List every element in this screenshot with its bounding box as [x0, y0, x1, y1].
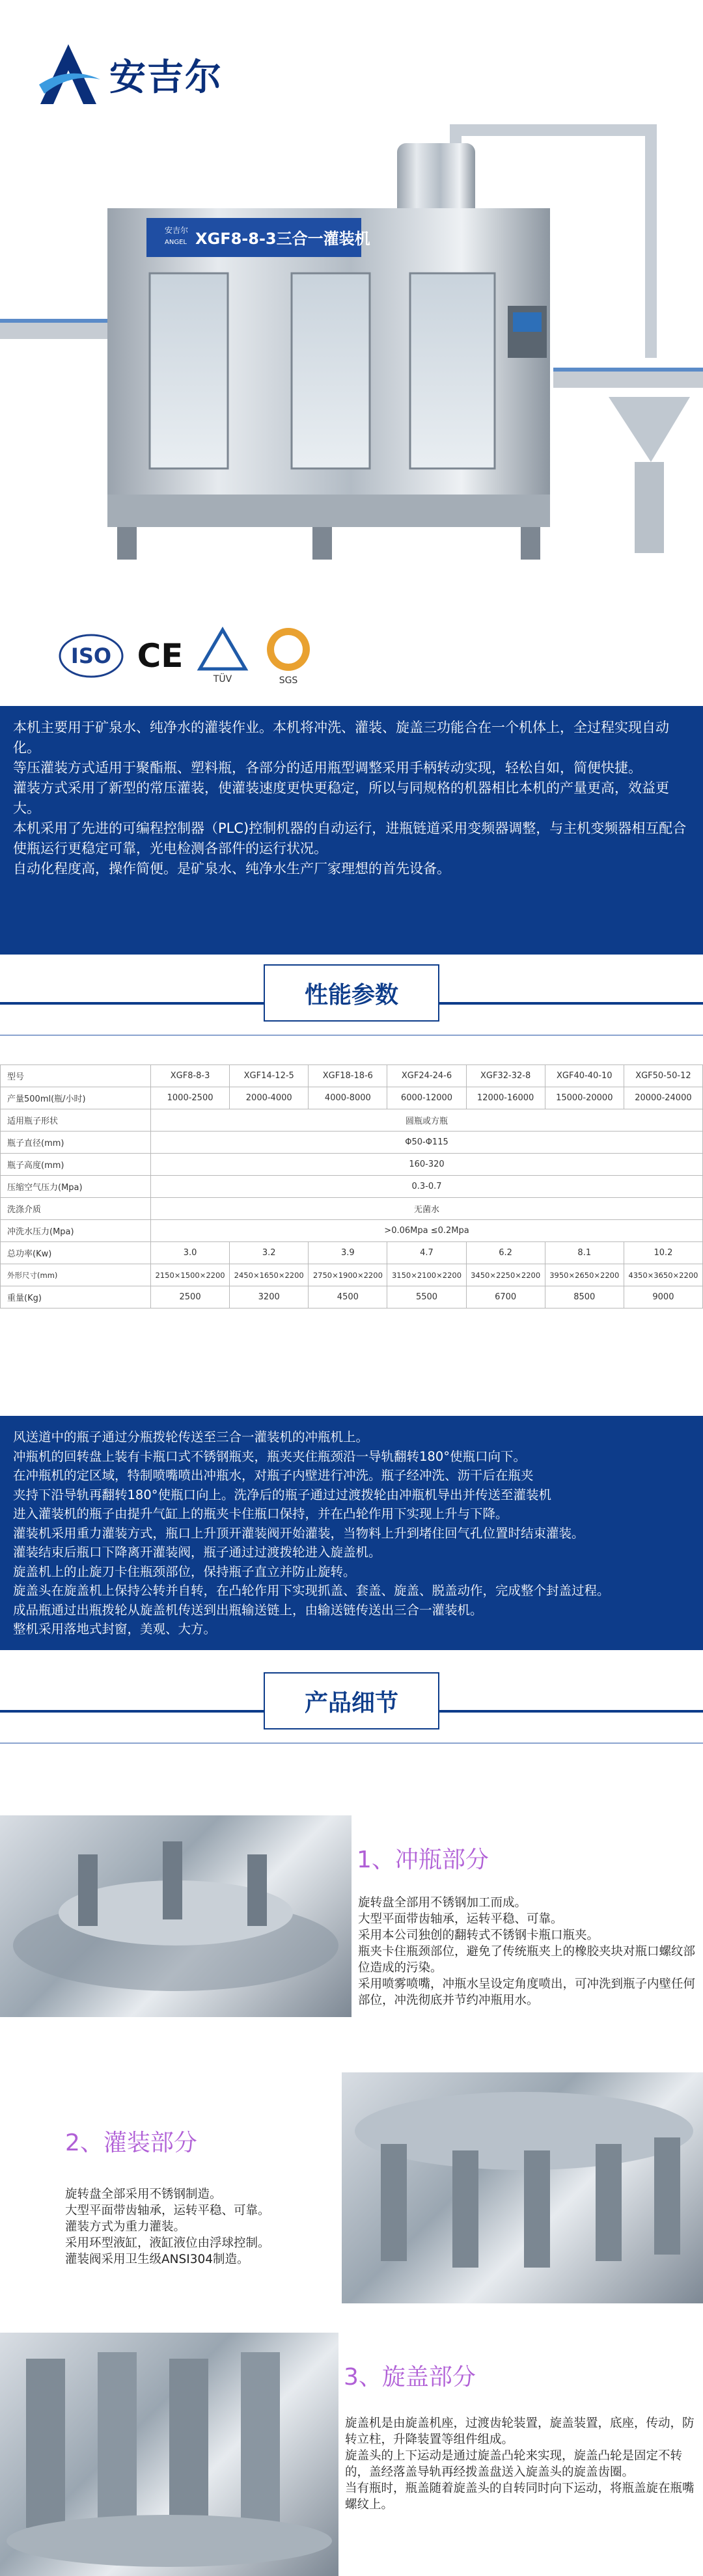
table-row: 型号 XGF8-8-3 XGF14-12-5 XGF18-18-6 XGF24-24-6 XGF32-32-8 XGF40-40-10 XGF50-50-12 — [1, 1065, 703, 1087]
detail-text-filling: 旋转盘全部采用不锈钢制造。 大型平面带齿轴承，运转平稳、可靠。 灌装方式为重力灌装。 采用环型液缸，液缸液位由浮球控制。 灌装阀采用卫生级ANSI304制造。 — [65, 2188, 270, 2266]
svg-text:CE: CE — [137, 636, 184, 675]
ce-logo-icon — [134, 633, 186, 679]
sgs-logo-icon — [259, 625, 318, 686]
iso-logo-icon — [59, 633, 124, 679]
section-divider — [0, 1742, 703, 1744]
brand-name: 安吉尔 — [109, 57, 223, 99]
table-row: 瓶子高度(mm) 160-320 — [1, 1154, 703, 1176]
machine-photo — [0, 111, 703, 579]
plate-brand-cn: 安吉尔 — [165, 226, 189, 235]
intro-paragraph: 自动化程度高，操作简便。是矿泉水、纯净水生产厂家理想的首先设备。 — [13, 861, 450, 876]
process-line: 夹持下沿导轨再翻转180°使瓶口向上。洗净后的瓶子通过过渡拨轮由冲瓶机导出并传送至灌装机 — [13, 1487, 551, 1502]
detail-title-rinsing: 1、冲瓶部分 — [357, 1847, 489, 1873]
table-row: 瓶子直径(mm) Φ50-Φ115 — [1, 1132, 703, 1154]
intro-paragraph: 本机主要用于矿泉水、纯净水的灌装作业。本机将冲洗、灌装、旋盖三功能合在一个机体上，全过程实现自动化。 — [13, 720, 669, 755]
process-line: 冲瓶机的回转盘上装有卡瓶口式不锈钢瓶夹，瓶夹夹住瓶颈沿一导轨翻转180°使瓶口向下。 — [13, 1448, 526, 1464]
process-line: 旋盖头在旋盖机上保持公转并自转，在凸轮作用下实现抓盖、套盖、旋盖、脱盖动作，完成整个封盖过程。 — [13, 1583, 610, 1598]
process-description — [0, 1416, 703, 1650]
svg-text:SGS: SGS — [279, 675, 298, 686]
spec-section-title: 性能参数 — [264, 964, 439, 1022]
process-line: 在冲瓶机的定区域，特制喷嘴喷出冲瓶水，对瓶子内壁进行冲洗。瓶子经冲洗、沥干后在瓶夹 — [13, 1468, 534, 1483]
process-line: 整机采用落地式封窗，美观、大方。 — [13, 1621, 217, 1636]
process-line: 旋盖机上的止旋刀卡住瓶颈部位，保持瓶子直立并防止旋转。 — [13, 1564, 356, 1579]
process-line: 成品瓶通过出瓶拨轮从旋盖机传送到出瓶输送链上，由输送链传送出三合一灌装机。 — [13, 1602, 483, 1618]
table-row: 洗涤介质 无菌水 — [1, 1198, 703, 1220]
table-row: 冲洗水压力(Mpa) >0.06Mpa ≤0.2Mpa — [1, 1220, 703, 1242]
svg-text:TÜV: TÜV — [213, 673, 232, 685]
svg-text:ISO: ISO — [70, 643, 112, 668]
table-row: 产量500ml(瓶/小时) 1000-2500 2000-4000 4000-8000 6000-12000 12000-16000 15000-20000 20000-24000 — [1, 1087, 703, 1109]
tuv-logo-icon — [197, 627, 249, 685]
process-line: 进入灌装机的瓶子由提升气缸上的瓶夹卡住瓶口保持，并在凸轮作用下实现上升与下降。 — [13, 1506, 508, 1521]
table-row: 压缩空气压力(Mpa) 0.3-0.7 — [1, 1176, 703, 1198]
section-divider — [0, 1035, 703, 1036]
detail-title-capping: 3、旋盖部分 — [344, 2364, 476, 2391]
intro-paragraph: 本机采用了先进的可编程控制器（PLC)控制机器的自动运行，进瓶链道采用变频器调整，与主机变频器相互配合使瓶运行更稳定可靠，光电检测各部件的运行状况。 — [13, 820, 687, 856]
brand-logo — [33, 36, 228, 114]
angel-logo-icon — [33, 39, 104, 111]
intro-paragraph: 等压灌装方式适用于聚酯瓶、塑料瓶，各部分的适用瓶型调整采用手柄转动实现，轻松自如，简便快捷。 — [13, 760, 642, 776]
process-line: 灌装结束后瓶口下降离开灌装阀，瓶子通过过渡拨轮进入旋盖机。 — [13, 1545, 381, 1560]
process-line: 灌装机采用重力灌装方式，瓶口上升顶开灌装阀开始灌装，当物料上升到堵住回气孔位置时结束灌装。 — [13, 1525, 585, 1541]
intro-description — [0, 706, 703, 955]
certification-logos — [59, 621, 338, 690]
process-line: 风送道中的瓶子通过分瓶拨轮传送至三合一灌装机的冲瓶机上。 — [13, 1430, 369, 1444]
table-row: 适用瓶子形状 圆瓶或方瓶 — [1, 1109, 703, 1132]
spec-table — [0, 1064, 703, 1308]
table-row: 总功率(Kw) 3.0 3.2 3.9 4.7 6.2 8.1 10.2 — [1, 1242, 703, 1264]
table-row: 重量(Kg) 2500 3200 4500 5500 6700 8500 9000 — [1, 1286, 703, 1308]
detail-title-filling: 2、灌装部分 — [65, 2130, 197, 2156]
detail-text-rinsing: 旋转盘全部用不锈钢加工而成。 大型平面带齿轴承，运转平稳、可靠。 采用本公司独创的翻转式不锈钢卡瓶口瓶夹。 瓶夹卡住瓶颈部位，避免了传统瓶夹上的橡胶夹块对瓶口螺纹部位造成的污染。 采用喷雾喷嘴，冲瓶水呈设定角度喷出，可冲洗到瓶子内壁任何部位，冲洗彻底并节约冲瓶用水。 — [358, 1896, 696, 2007]
details-section-title: 产品细节 — [264, 1672, 439, 1729]
filling-photo — [342, 2072, 703, 2303]
plate-model: XGF8-8-3三合一灌装机 — [195, 230, 370, 248]
detail-text-capping: 旋盖机是由旋盖机座，过渡齿轮装置，旋盖装置，底座，传动，防转立柱，升降装置等组件组成。 旋盖头的上下运动是通过旋盖凸轮来实现，旋盖凸轮是固定不转的，盖经落盖导轨再经拨盖盘送入旋盖头的旋盖齿圈。 当有瓶时，瓶盖随着旋盖头的自转同时向下运动，将瓶盖旋在瓶嘴螺纹上。 — [345, 2417, 695, 2512]
rinsing-photo — [0, 1815, 352, 2017]
intro-paragraph: 灌装方式采用了新型的常压灌装，使灌装速度更快更稳定，所以与同规格的机器相比本机的产量更高，效益更大。 — [13, 780, 669, 816]
table-row: 外形尺寸(mm) 2150×1500×2200 2450×1650×2200 2750×1900×2200 3150×2100×2200 3450×2250×2200 3950×2650×2200 4350×3650×2200 — [1, 1264, 703, 1286]
plate-brand-en: ANGEL — [165, 239, 187, 246]
capping-photo — [0, 2333, 338, 2576]
